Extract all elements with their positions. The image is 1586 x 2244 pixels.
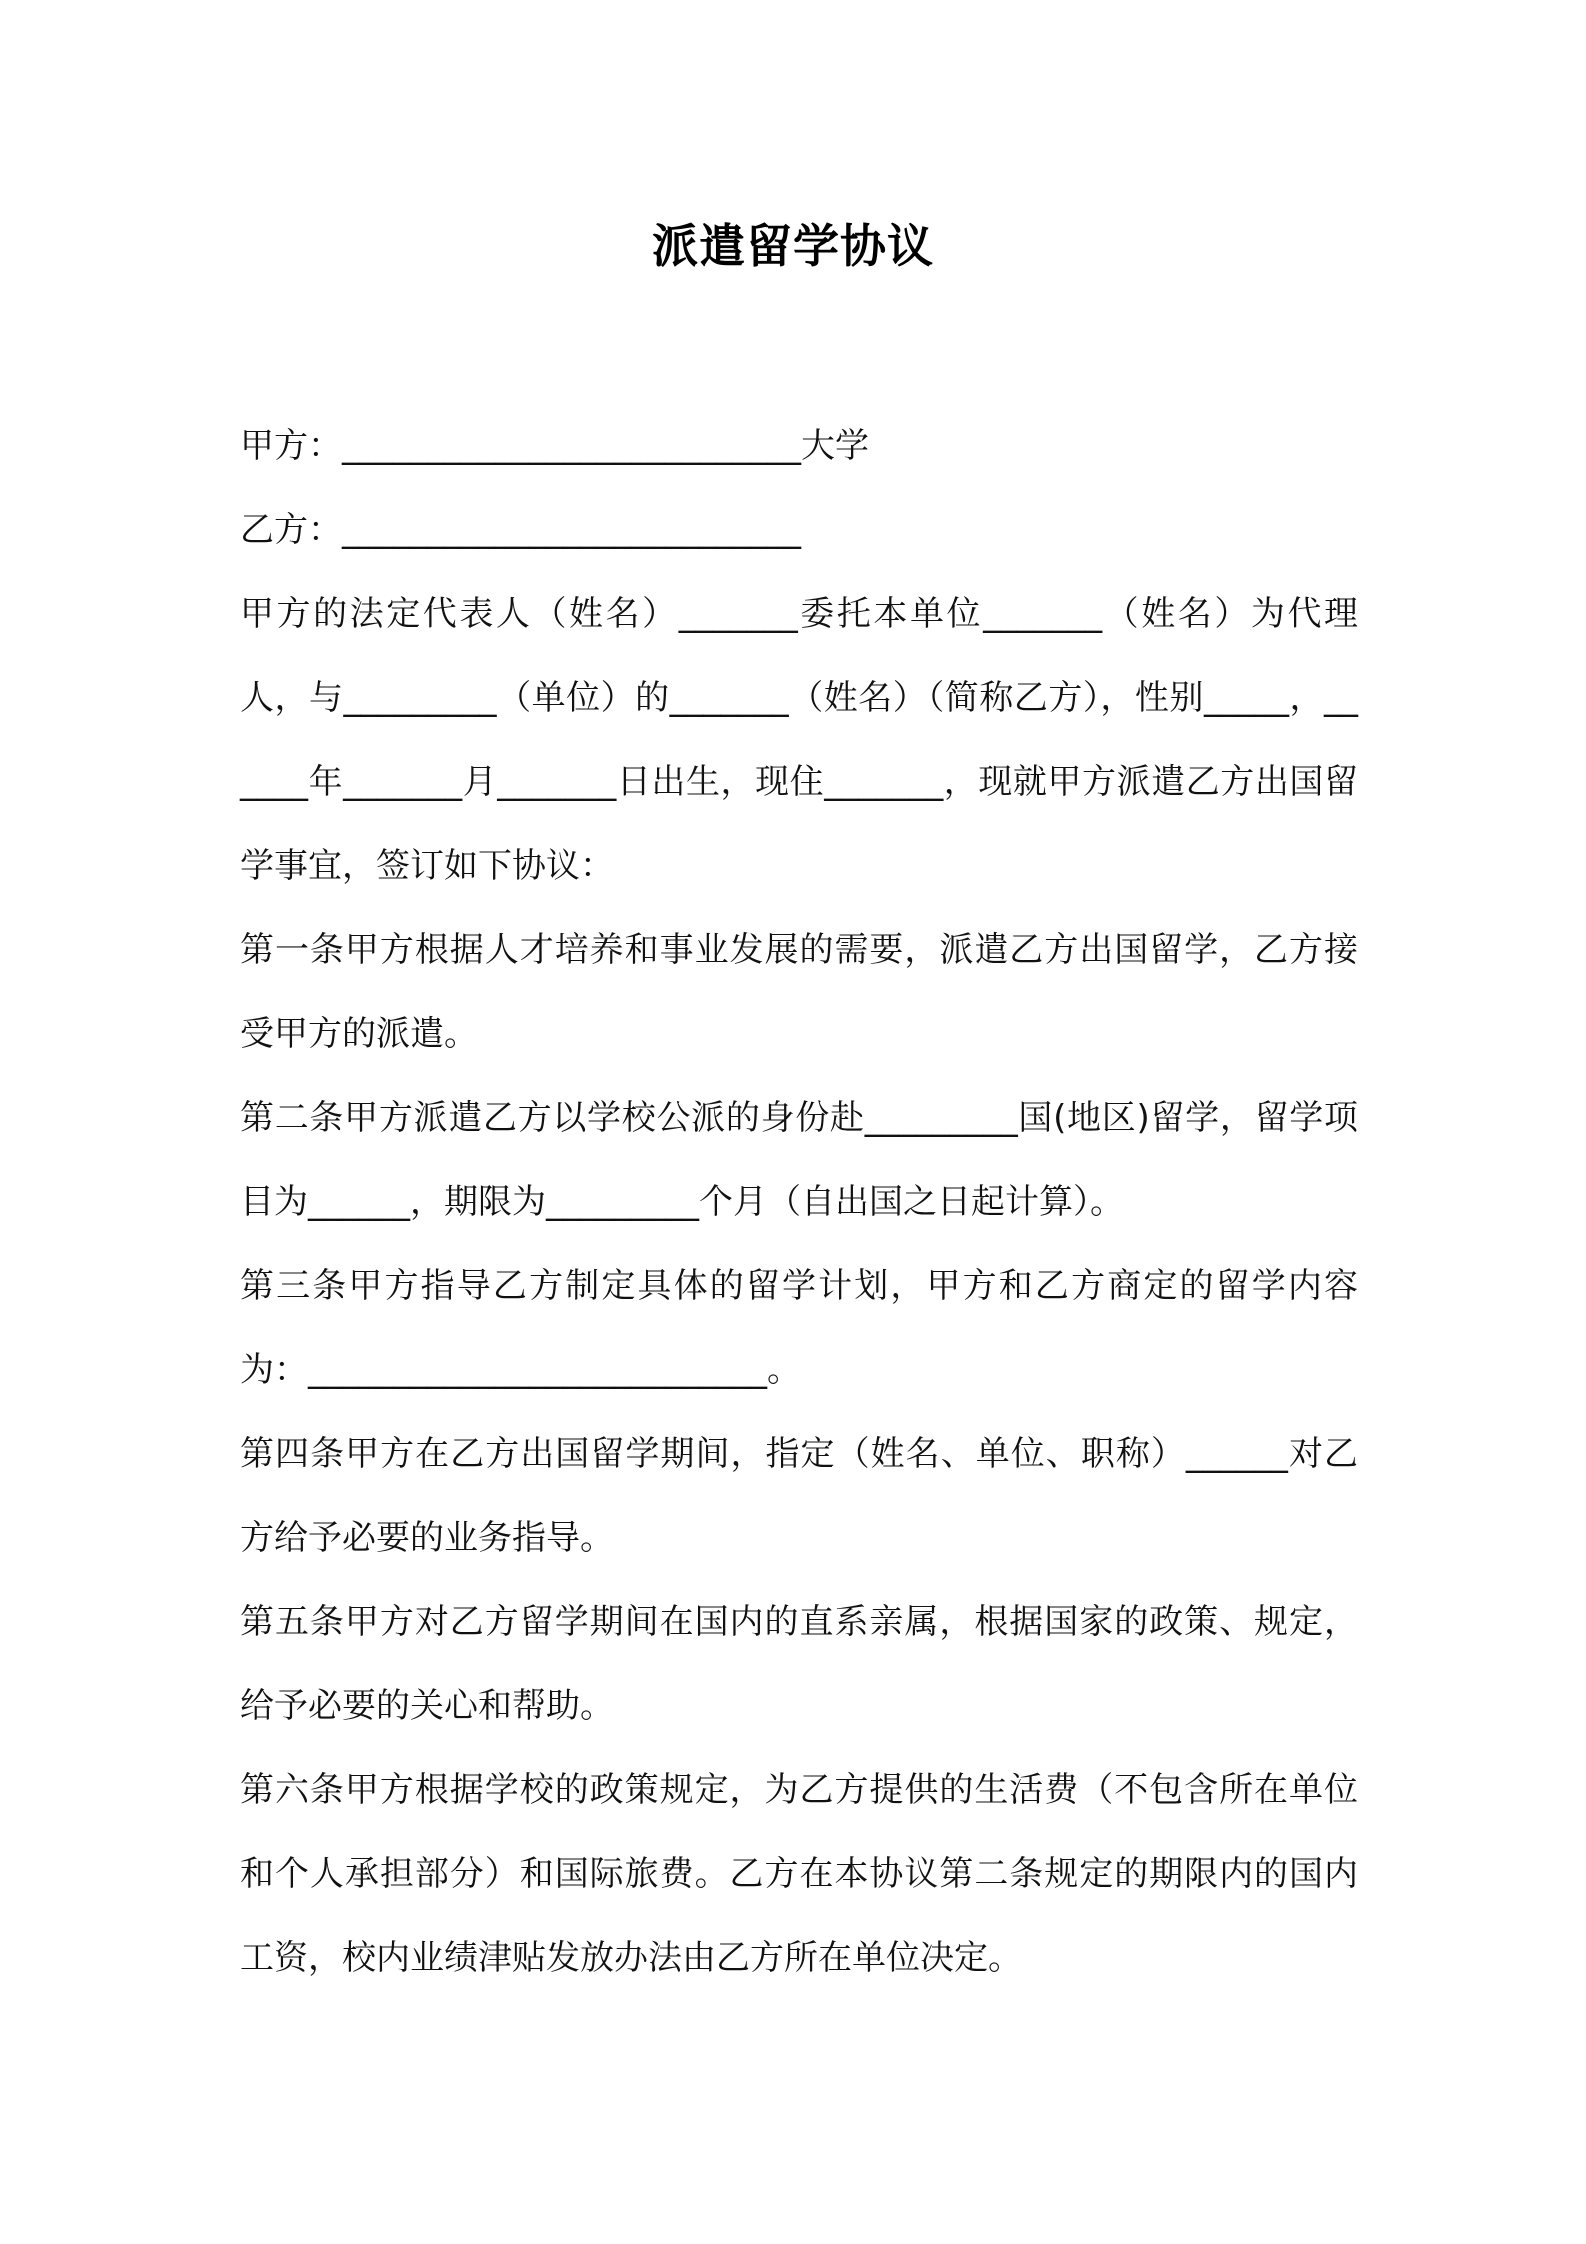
preamble-paragraph: 甲方的法定代表人（姓名）_______委托本单位_______（姓名）为代理人，与_________（单位）的_______（姓名）（简称乙方），性别_____，______年_______月_______日出生，现住_______，现就甲方派遣乙方出国留学事宜，签订如下协议： (240, 594, 1358, 886)
article-4: 第四条甲方在乙方出国留学期间，指定（姓名、单位、职称）______对乙方给予必要的业务指导。 (240, 1434, 1358, 1558)
article-5: 第五条甲方对乙方留学期间在国内的直系亲属，根据国家的政策、规定，给予必要的关心和帮助。 (240, 1602, 1358, 1726)
article-3: 第三条甲方指导乙方制定具体的留学计划，甲方和乙方商定的留学内容为：___________________________。 (240, 1266, 1358, 1390)
page-title: 派遣留学协议 (652, 219, 934, 273)
party-b-line: 乙方：___________________________ (240, 510, 801, 550)
article-6: 第六条甲方根据学校的政策规定，为乙方提供的生活费（不包含所在单位和个人承担部分）和国际旅费。乙方在本协议第二条规定的期限内的国内工资，校内业绩津贴发放办法由乙方所在单位决定。 (240, 1770, 1358, 1978)
agreement-body (240, 404, 1358, 2000)
party-a-line: 甲方：___________________________大学 (240, 426, 869, 466)
article-1: 第一条甲方根据人才培养和事业发展的需要，派遣乙方出国留学，乙方接受甲方的派遣。 (240, 930, 1358, 1054)
article-2: 第二条甲方派遣乙方以学校公派的身份赴_________国(地区)留学，留学项目为______，期限为_________个月（自出国之日起计算）。 (240, 1098, 1358, 1222)
